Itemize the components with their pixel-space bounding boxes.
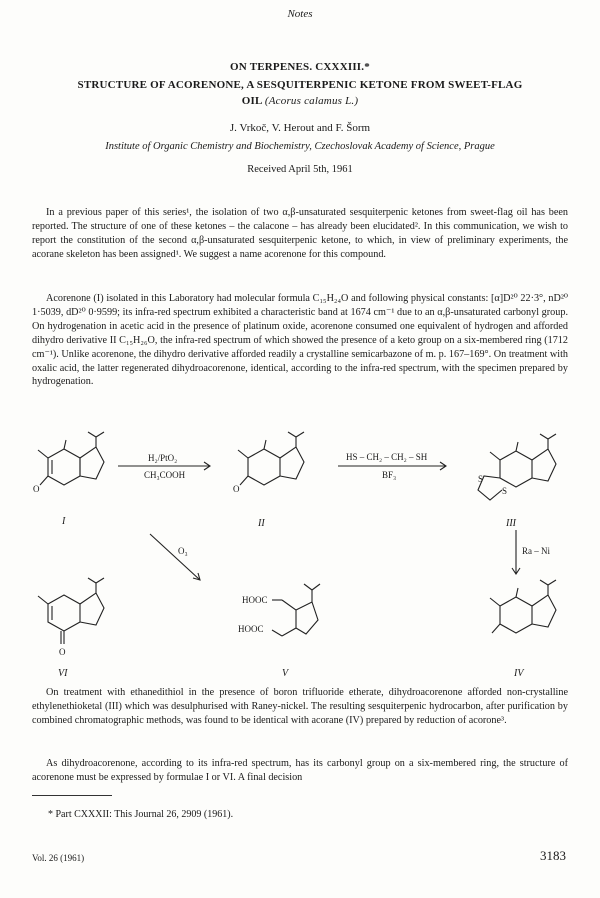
atom-O-I: O: [33, 484, 40, 494]
volume-info: Vol. 26 (1961): [32, 853, 85, 863]
reagent-ethanedithiol: HS – CH₂ – CH₂ – SH: [346, 452, 428, 462]
footnote-rule: [32, 795, 112, 796]
article-title-continued: [20, 94, 580, 108]
institute: Institute of Organic Chemistry and Biochemistry, Czechoslovak Academy of Science, Prague: [105, 141, 495, 152]
running-head: Notes: [287, 8, 313, 20]
reagent-ozone: O₃: [178, 546, 188, 556]
structure-II: [238, 432, 304, 485]
page-number: 3183: [540, 848, 566, 863]
paragraph-4: As dihydroacorenone, according to its infra-red spectrum, has its carbonyl group on a six-membered ring, the structure of acorenone must be expressed by formulae I or VI. A final decision: [32, 758, 568, 783]
reagent-bf3: BF₃: [382, 470, 397, 480]
reagent-h2-pto2: H₂/PtO₂: [148, 453, 178, 463]
label-I: I: [62, 516, 66, 527]
structure-III: [478, 434, 556, 500]
label-VI: VI: [58, 668, 68, 679]
atom-O-VI: O: [59, 647, 66, 657]
structure-V: [272, 584, 320, 636]
arrow-II-to-III: [338, 462, 446, 470]
atom-S-1: S: [478, 474, 484, 484]
label-II: II: [258, 518, 265, 529]
authors: J. Vrkoč, V. Herout and F. Šorm: [229, 122, 371, 134]
title-oil: OIL: [241, 95, 262, 107]
footnote: * Part CXXXII: This Journal 26, 2909 (1961).: [48, 809, 234, 820]
reagent-ch3cooh: CH₃COOH: [144, 470, 186, 480]
arrow-I-to-II: [118, 462, 210, 470]
paragraph-3: On treatment with ethanedithiol in the presence of boron trifluoride etherate, dihydroacorenone afforded non-crystalline ethylenethioketal (III) which was desulphurised with Raney-nickel. The resulting sesquiterpenic hydrocarbon, after purification by combined chromatographic methods, was found to be identical with acorane (IV) prepared by reduction of acorone³.: [32, 687, 568, 726]
arrow-III-to-IV: [512, 530, 520, 574]
structure-I: [38, 432, 104, 485]
label-III: III: [506, 518, 516, 529]
species-name: (Acorus calamus L.): [264, 95, 359, 107]
group-hooc-2: HOOC: [238, 624, 264, 634]
paragraph-2: Acorenone (I) isolated in this Laboratory had molecular formula C₁₅H₂₄O and following physical constants: [α]D²⁰ 22·3°, nD²⁰ 1·5039, dD²⁰ 0·9599; its infra-red spectrum exhibited a characteristic band at 1674 cm⁻¹ due to an α,β-unsaturated carbonyl group. On hydrogenation in acetic acid in the presence of platinum oxide, acorenone consumed one equivalent of hydrogen and afforded dihydro derivative II C₁₅H₂₆O, the infra-red spectrum of which showed the presence of a keto group on a six-membered ring (1712 cm⁻¹). Unlike acorenone, the dihydro derivative afforded readily a crystalline semicarbazone of m. p. 167–169°. On treatment with oxalic acid, the latter regenerated dihydroacorenone, identical, according to the infra-red spectrum, with the specimen prepared by hydrogenation.: [32, 293, 568, 388]
label-IV: IV: [514, 668, 524, 679]
paragraph-1: In a previous paper of this series¹, the isolation of two α,β-unsaturated sesquiterpenic ketones from sweet-flag oil has been reported. The structure of one of these ketones – the calacone – has already been elucidated². In this communication, we wish to report the constitution of the second α,β-unsaturated sesquiterpenic ketone, to which, in view of preliminary experiments, the acorane skeleton has been assigned¹. We suggest a name acorenone for this compound.: [32, 207, 568, 260]
reagent-raney-nickel: Ra – Ni: [522, 546, 550, 556]
article-title: STRUCTURE OF ACORENONE, A SESQUITERPENIC KETONE FROM SWEET-FLAG: [77, 79, 523, 91]
series-title: ON TERPENES. CXXXIII.*: [230, 61, 370, 73]
received-date: Received April 5th, 1961: [247, 164, 353, 175]
atom-S-2: S: [502, 486, 508, 496]
arrow-I-to-V: [150, 534, 200, 580]
group-hooc-1: HOOC: [242, 595, 268, 605]
structure-IV: [490, 580, 556, 633]
structure-VI: [38, 578, 104, 644]
reaction-scheme: [0, 430, 600, 680]
atom-O-II: O: [233, 484, 240, 494]
label-V: V: [282, 668, 289, 679]
